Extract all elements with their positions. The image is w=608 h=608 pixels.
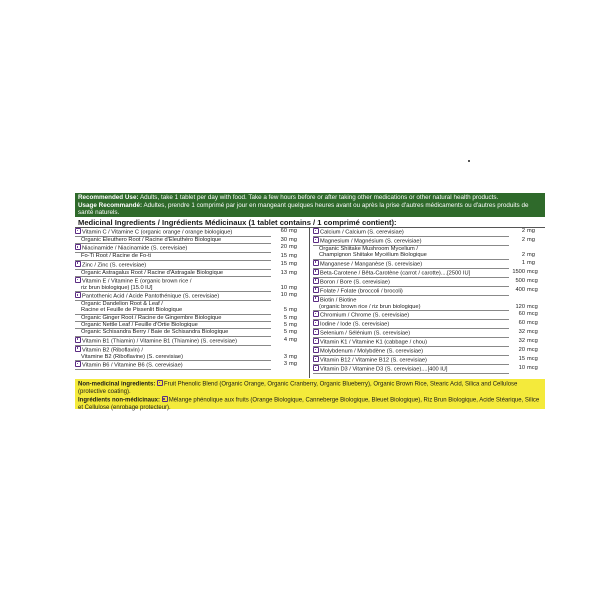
ingredient-name xyxy=(313,287,509,296)
ingredient-quantity: 60 xyxy=(518,319,525,326)
ingredient-name-text: Organic Shiitake Mushroom Mycelium / xyxy=(319,246,418,252)
ingredient-unit: mcg xyxy=(527,355,538,362)
ingredient-row xyxy=(75,285,307,292)
ingredient-quantity: 32 xyxy=(518,328,525,335)
ingredient-name-text: Organic Ginger Root / Racine de Gingembre Biologique xyxy=(81,314,222,321)
ingredient-quantity: 120 xyxy=(515,303,525,310)
ingredient-name-text: riz brun biologique) [15.0 IU] xyxy=(81,284,153,291)
ingredient-row xyxy=(75,261,307,270)
ingredient-name-text: Chromium / Chrome (S. cerevisiae) xyxy=(320,312,410,319)
ingredient-name-text: Folate / Folate (broccoli / brocoli) xyxy=(320,288,403,295)
ingredient-quantity: 10 xyxy=(280,284,287,291)
ingredient-row xyxy=(313,237,545,246)
ingredient-name-text: Niacinamide / Niacinamide (S. cerevisiae) xyxy=(82,246,188,252)
ingredient-name xyxy=(313,320,509,329)
ingredient-name xyxy=(75,329,271,336)
ingredient-quantity: 5 xyxy=(283,307,287,314)
ingredient-row xyxy=(313,329,545,338)
ingredient-name xyxy=(313,347,509,356)
ingredient-quantity: 5 xyxy=(283,329,287,336)
nonmed-fr-text: Mélange phénolique aux fruits (Orange Biologique, Canneberge Biologique, Bleuet Biologique), Riz Brun Biologique, Acide Stéarique, Silice et Cellulose (enrobage protecteur). xyxy=(78,398,540,412)
ingredient-quantity: 2 xyxy=(521,228,525,234)
ingredient-row xyxy=(313,228,545,237)
nutrient-source-icon xyxy=(313,347,319,353)
ingredient-quantity: 32 xyxy=(518,337,525,344)
ingredient-quantity: 10 xyxy=(518,364,525,371)
ingredient-columns xyxy=(75,228,545,378)
ingredient-unit: mg xyxy=(289,329,297,336)
ingredient-name xyxy=(75,253,271,260)
ingredient-name-text: Fo-Ti Root / Racine de Fo-ti xyxy=(81,253,151,260)
nutrient-source-icon xyxy=(75,292,81,298)
ingredient-unit: mcg xyxy=(527,319,538,326)
ingredient-name xyxy=(75,237,271,244)
ingredient-name-text: Selenium / Sélénium (S. cerevisiae) xyxy=(320,330,411,337)
ingredient-quantity: 2 xyxy=(521,237,525,243)
ingredient-name xyxy=(75,346,271,354)
usage-en-label: Recommended Use: xyxy=(78,194,139,201)
ingredient-row xyxy=(75,346,307,354)
ingredient-name xyxy=(313,278,509,287)
ingredient-row xyxy=(75,315,307,322)
ingredient-quantity: 2 xyxy=(521,252,525,259)
ingredient-name xyxy=(313,311,509,320)
ingredient-unit: mg xyxy=(289,353,297,360)
ingredient-name xyxy=(313,304,509,311)
nonmedicinal-box xyxy=(75,379,545,412)
ingredient-row xyxy=(75,361,307,370)
ingredient-quantity: 15 xyxy=(280,253,287,260)
nutrient-source-icon xyxy=(313,320,319,326)
ingredient-name-text: Vitamin B6 / Vitamine B6 (S. cerevisiae) xyxy=(82,362,183,369)
ingredient-row xyxy=(75,329,307,336)
usage-fr-text: Adultes, prendre 1 comprimé par jour en mangeant quelques heures avant ou après la prise d'autres médicaments ou d'autres produits de santé naturels. xyxy=(78,201,529,217)
ingredient-name xyxy=(313,338,509,347)
ingredient-row xyxy=(313,356,545,365)
ingredient-unit xyxy=(525,296,545,304)
nutrient-source-icon xyxy=(313,278,319,284)
nonmed-en-label: Non-medicinal ingredients: xyxy=(78,381,156,388)
ingredient-unit: mg xyxy=(289,284,297,291)
ingredient-name-text: Organic Eleuthero Root / Racine d'Éleuthéro Biologique xyxy=(81,237,222,243)
ingredient-name xyxy=(75,277,271,285)
ingredient-quantity: 13 xyxy=(280,269,287,276)
ingredient-row xyxy=(75,322,307,329)
ingredient-quantity: 5 xyxy=(283,314,287,321)
ingredient-quantity: 60 xyxy=(280,228,287,234)
vegan-leaf-icon xyxy=(162,396,168,402)
ingredient-name xyxy=(313,296,509,304)
ingredient-row xyxy=(313,304,545,311)
nutrient-source-icon xyxy=(313,356,319,362)
ingredient-name xyxy=(75,261,271,270)
nutrient-source-icon xyxy=(313,260,319,266)
ingredient-unit: mg xyxy=(289,260,297,267)
ingredient-name xyxy=(75,315,271,322)
supplement-label xyxy=(75,193,545,443)
ingredient-name-text: Pantothenic Acid / Acide Pantothénique (S. cerevisiae) xyxy=(82,293,220,300)
ingredient-name-text: Organic Astragalus Root / Racine d'Astragale Biologique xyxy=(81,269,224,276)
ingredient-quantity: 4 xyxy=(283,336,287,343)
ingredient-unit: mg xyxy=(289,336,297,343)
ingredient-name-text: Vitamin B12 / Vitamine B12 (S. cerevisiae) xyxy=(320,357,427,364)
ingredient-unit: mg xyxy=(289,314,297,321)
ingredient-row xyxy=(313,278,545,287)
ingredient-name xyxy=(313,260,509,269)
ingredient-unit: mg xyxy=(289,244,297,251)
ingredient-unit: mg xyxy=(289,307,297,314)
ingredient-name-text: Vitamin B2 (Riboflavin) / xyxy=(82,347,143,354)
ingredient-unit: mg xyxy=(289,360,297,367)
nutrient-source-icon xyxy=(313,287,319,293)
ingredient-name xyxy=(75,270,271,277)
ingredient-quantity: 1 xyxy=(521,259,525,266)
ingredient-name xyxy=(75,307,271,314)
ingredient-name-text: Racine et Feuille de Pissenlit Biologique xyxy=(81,307,183,314)
ingredient-row xyxy=(75,292,307,301)
ingredient-unit xyxy=(287,346,307,354)
ingredient-name xyxy=(75,244,271,253)
ingredient-unit: mcg xyxy=(527,310,538,317)
ingredient-row xyxy=(75,354,307,361)
usage-en-text: Adults, take 1 tablet per day with food. Take a few hours before or after taking other medications or other natural health products. xyxy=(139,194,499,201)
ingredient-name-text: Calcium / Calcium (S. cerevisiae) xyxy=(320,229,404,236)
ingredient-row xyxy=(313,260,545,269)
ingredient-quantity: 5 xyxy=(283,322,287,329)
nutrient-source-icon xyxy=(313,269,319,275)
ingredient-row xyxy=(313,269,545,278)
ingredient-row xyxy=(313,296,545,304)
nutrient-source-icon xyxy=(313,237,319,243)
usage-fr-label: Usage Recommandé: xyxy=(78,201,143,209)
ingredient-name xyxy=(75,354,271,361)
ingredient-unit: mcg xyxy=(527,337,538,344)
ingredient-name-text: Molybdenum / Molybdène (S. cerevisiae) xyxy=(320,348,424,355)
ingredient-row xyxy=(75,244,307,253)
ingredient-name xyxy=(75,322,271,329)
ingredient-unit: mg xyxy=(289,269,297,276)
ingredient-quantity: 400 xyxy=(515,286,525,293)
ingredient-unit: mg xyxy=(527,259,535,266)
nutrient-source-icon xyxy=(313,338,319,344)
ingredient-unit: mg xyxy=(289,237,297,243)
nutrient-source-icon xyxy=(75,261,81,267)
ingredient-name-text: Iodine / Iode (S. cerevisiae) xyxy=(320,321,390,328)
ingredient-quantity xyxy=(271,277,287,285)
ingredients-left-column xyxy=(75,228,310,378)
ingredient-name-text: Vitamin C / Vitamine C (organic orange / orange biologique) xyxy=(82,229,233,236)
ingredient-name-text: Organic Schisandra Berry / Baie de Schisandra Biologique xyxy=(81,329,229,336)
ingredient-row xyxy=(75,253,307,260)
nutrient-source-icon xyxy=(313,296,319,302)
ingredient-unit: mg xyxy=(289,253,297,260)
ingredient-row xyxy=(313,320,545,329)
ingredient-unit: mcg xyxy=(527,328,538,335)
ingredient-name-text: Vitamin B1 (Thiamin) / Vitamine B1 (Thiamine) (S. cerevisiae) xyxy=(82,338,237,345)
nutrient-source-icon xyxy=(313,329,319,335)
nutrient-source-icon xyxy=(75,244,81,250)
ingredient-name-text: Vitamine B2 (Riboflavine) (S. cerevisiae) xyxy=(81,353,183,360)
ingredient-unit: mg xyxy=(527,252,535,259)
ingredient-row xyxy=(313,311,545,320)
ingredient-row xyxy=(313,287,545,296)
ingredient-quantity: 1500 xyxy=(512,268,525,275)
ingredient-unit: mg xyxy=(289,292,297,299)
ingredient-name xyxy=(313,269,509,278)
ingredient-name-text: Manganese / Manganèse (S. cerevisiae) xyxy=(320,261,423,268)
ingredient-name xyxy=(313,252,509,259)
nutrient-source-icon xyxy=(313,228,319,234)
ingredient-name xyxy=(75,228,271,237)
usage-banner xyxy=(75,193,545,217)
ingredient-name-text: Vitamin E / Vitamine E (organic brown rice / xyxy=(82,278,192,285)
ingredient-name xyxy=(75,337,271,346)
ingredient-name xyxy=(313,365,509,374)
ingredient-unit: mcg xyxy=(527,364,538,371)
ingredient-unit: mg xyxy=(289,228,297,234)
ingredient-name-text: (organic brown rice / riz brun biologique) xyxy=(319,303,421,310)
nutrient-source-icon xyxy=(75,337,81,343)
ingredient-name-text: Organic Dandelion Root & Leaf / xyxy=(81,301,163,308)
ingredient-name xyxy=(75,292,271,301)
ingredient-row xyxy=(75,277,307,285)
ingredient-name-text: Champignon Shiitake Mycélium Biologique xyxy=(319,252,427,259)
ingredient-row xyxy=(313,365,545,374)
nutrient-source-icon xyxy=(75,228,81,234)
ingredient-name-text: Biotin / Biotine xyxy=(320,297,357,304)
ingredient-unit: mcg xyxy=(527,286,538,293)
ingredient-unit: mcg xyxy=(527,346,538,353)
ingredient-quantity xyxy=(509,296,525,304)
ingredient-quantity: 20 xyxy=(518,346,525,353)
ingredient-row xyxy=(75,237,307,244)
ingredient-quantity: 3 xyxy=(283,353,287,360)
nutrient-source-icon xyxy=(313,311,319,317)
nutrient-source-icon xyxy=(75,277,81,283)
ingredient-name xyxy=(313,228,509,237)
ingredient-quantity: 15 xyxy=(518,355,525,362)
nonmed-fr-label: Ingrédients non-médicinaux: xyxy=(78,398,161,404)
ingredient-name xyxy=(313,329,509,338)
ingredient-quantity: 10 xyxy=(280,292,287,299)
ingredient-quantity: 60 xyxy=(518,310,525,317)
ingredient-name xyxy=(313,237,509,246)
ingredient-name xyxy=(75,285,271,292)
ingredient-quantity: 500 xyxy=(515,277,525,284)
nonmed-en-text: Fruit Phenolic Blend (Organic Orange, Organic Cranberry, Organic Blueberry), Organic Brown Rice, Stearic Acid, Silica and Cellulose (protective coating). xyxy=(78,381,518,395)
ingredient-row xyxy=(313,338,545,347)
ingredient-unit: mg xyxy=(527,237,535,243)
ingredient-unit xyxy=(287,277,307,285)
ingredient-quantity: 15 xyxy=(280,260,287,267)
ingredient-quantity: 3 xyxy=(283,360,287,367)
ingredient-name-text: Boron / Bore (S. cerevisiae) xyxy=(320,279,390,286)
vegan-leaf-icon xyxy=(157,380,163,386)
ingredient-row xyxy=(313,347,545,356)
nutrient-source-icon xyxy=(75,361,81,367)
ingredients-right-column xyxy=(310,228,545,378)
ingredient-unit: mg xyxy=(527,228,535,234)
ingredient-row xyxy=(75,307,307,314)
ingredient-name xyxy=(75,361,271,370)
ingredient-row xyxy=(75,228,307,237)
medicinal-title: Medicinal Ingredients / Ingrédients Médicinaux (1 tablet contains / 1 comprimé contient): xyxy=(75,217,545,228)
ingredient-row xyxy=(75,270,307,277)
ingredient-name xyxy=(313,356,509,365)
ingredient-unit: mcg xyxy=(527,277,538,284)
ingredient-row xyxy=(313,252,545,259)
nutrient-source-icon xyxy=(313,365,319,371)
ingredient-row xyxy=(75,337,307,346)
nutrient-source-icon xyxy=(75,346,81,352)
ingredient-unit: mcg xyxy=(527,303,538,310)
ingredient-name-text: Magnesium / Magnésium (S. cerevisiae) xyxy=(320,238,422,245)
ingredient-unit: mg xyxy=(289,322,297,329)
ingredient-quantity: 30 xyxy=(280,237,287,243)
ingredient-name-text: Organic Nettle Leaf / Feuille d'Ortie Biologique xyxy=(81,322,198,329)
ingredient-unit: mcg xyxy=(527,268,538,275)
stray-dot xyxy=(468,160,470,162)
ingredient-name-text: Beta-Carotene / Bêta-Carotène (carrot / carotte)....[2500 IU] xyxy=(320,270,471,277)
ingredient-quantity xyxy=(271,346,287,354)
ingredient-quantity: 20 xyxy=(280,244,287,251)
ingredient-name-text: Vitamin D3 / Vitamine D3 (S. cerevisiae)....[400 IU] xyxy=(320,366,448,373)
ingredient-name-text: Zinc / Zinc (S. cerevisiae) xyxy=(82,262,147,269)
ingredient-name-text: Vitamin K1 / Vitamine K1 (cabbage / chou) xyxy=(320,339,427,346)
